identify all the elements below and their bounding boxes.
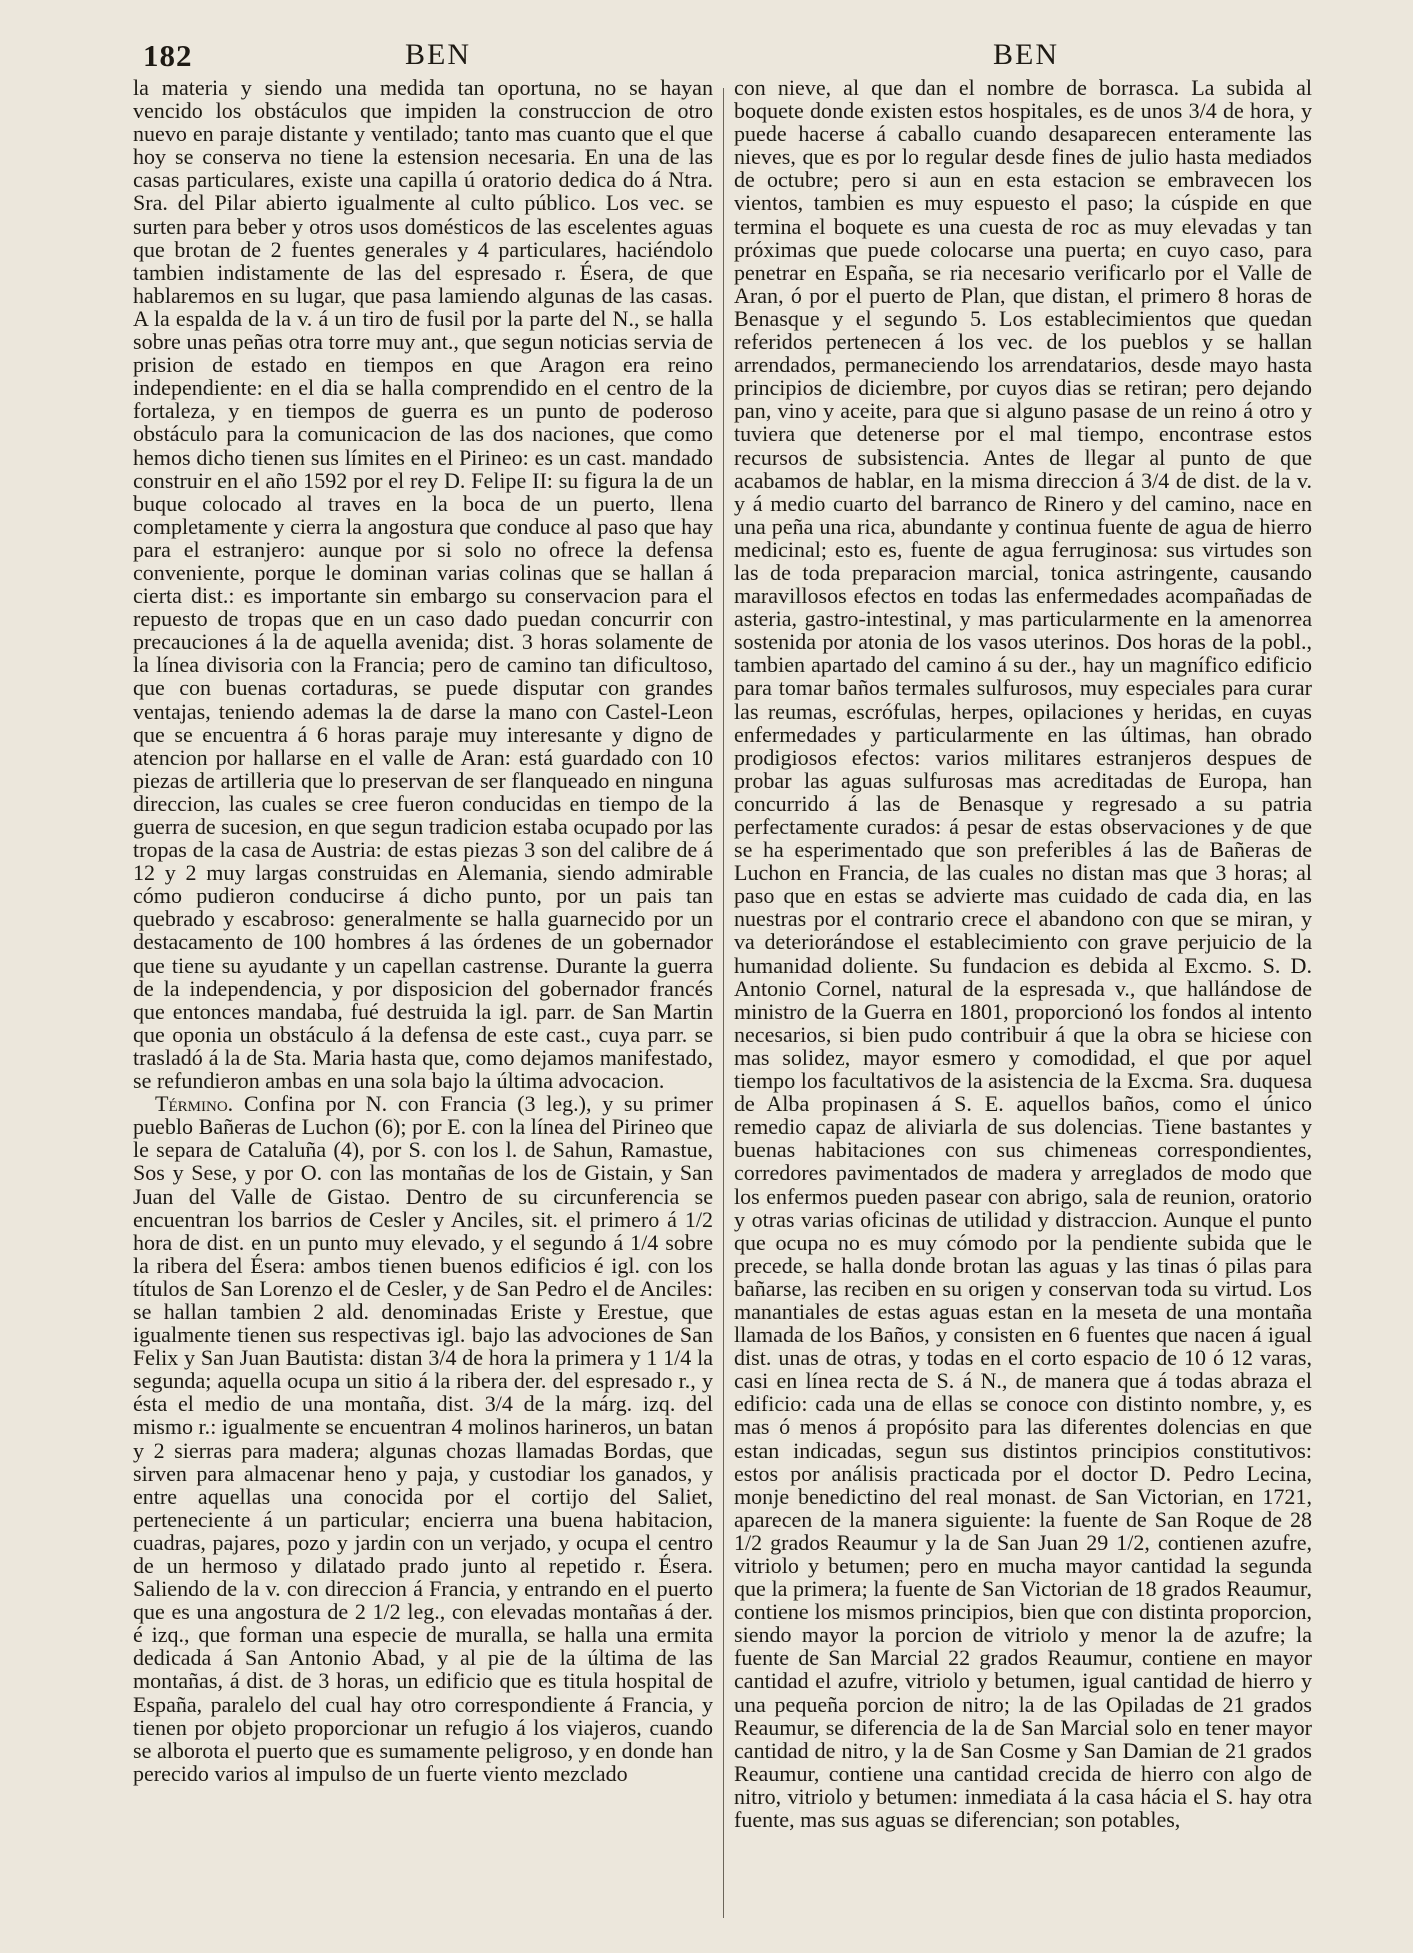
running-head-right: BEN	[993, 38, 1059, 71]
column-divider	[723, 88, 724, 1918]
page-number: 182	[143, 38, 193, 73]
page-header	[0, 38, 1413, 74]
running-head-left: BEN	[405, 38, 471, 71]
left-column	[133, 76, 713, 1926]
right-paragraph-1: con nieve, al que dan el nombre de borrasca. La subida al boquete donde existen estos hospitales, es de unos 3/4 de hora, y puede hacerse á caballo cuando desaparecen enteramente las nieves, que es por lo regular desde fines de julio hasta mediados de octubre; pero si aun en esta estacion se embravecen los vientos, tambien es muy espuesto el paso; la cúspide en que termina el boquete es una cuesta de roc as muy elevadas y tan próximas que puede colocarse una puerta; en cuyo caso, para penetrar en España, se ria necesario verificarlo por el Valle de Aran, ó por el puerto de Plan, que distan, el primero 8 horas de Benasque y el segundo 5. Los establecimientos que quedan referidos pertenecen á los vec. de los pueblos y se hallan arrendados, permaneciendo los arrendatarios, desde mayo hasta principios de diciembre, por cuyos dias se retiran; pero dejando pan, vino y aceite, para que si alguno pasase de un reino á otro y tuviera que detenerse por el mal tiempo, encontrase estos recursos de subsistencia. Antes de llegar al punto de que acabamos de hablar, en la misma direccion á 3/4 de dist. de la v. y á medio cuarto del barranco de Rinero y del camino, nace en una peña una rica, abundante y continua fuente de agua de hierro medicinal; esto es, fuente de agua ferruginosa: sus virtudes son las de toda preparacion marcial, tonica astringente, causando maravillosos efectos en todas las enfermedades acompañadas de asteria, gastro-intestinal, y mas particularmente en la amenorrea sostenida por atonia de los vasos uterinos. Dos horas de la pobl., tambien apartado del camino á su der., hay un magnífico edificio para tomar baños termales sulfurosos, muy especiales para curar las reumas, escrófulas, herpes, opilaciones y heridas, en cuyas enfermedades y particularmente en las últimas, han obrado prodigiosos efectos: varios militares estranjeros despues de probar las aguas sulfurosas mas acreditadas de Europa, han concurrido á las de Benasque y regresado a su patria perfectamente curados: á pesar de estas observaciones y de que se ha esperimentado que son preferibles á las de Bañeras de Luchon en Francia, de las cuales no distan mas que 3 horas; al paso que en estas se advierte mas cuidado de cada dia, en las nuestras por el contrario crece el abandono con que se miran, y va deteriorándose el establecimiento con grave perjuicio de la humanidad doliente. Su fundacion es debida al Excmo. S. D. Antonio Cornel, natural de la espresada v., que hallándose de ministro de la Guerra en 1801, proporcionó los fondos al intento necesarios, si bien pudo contribuir á que la obra se hiciese con mas solidez, mayor esmero y comodidad, el que por aquel tiempo los facultativos de la asistencia de la Excma. Sra. duquesa de Alba propinasen á S. E. aquellos baños, como el único remedio capaz de aliviarla de sus dolencias. Tiene bastantes y buenas habitaciones con sus chimeneas correspondientes, corredores pavimentados de madera y arreglados de modo que los enfermos pueden pasear con abrigo, sala de reunion, oratorio y otras varias oficinas de utilidad y distraccion. Aunque el punto que ocupa no es muy cómodo por la pendiente subida que le precede, se halla donde brotan las aguas y las tinas ó pilas para bañarse, las reciben en su origen y conservan toda su virtud. Los manantiales de estas aguas estan en la meseta de una montaña llamada de los Baños, y consisten en 6 fuentes que nacen á igual dist. unas de otras, y todas en el corto espacio de 10 ó 12 varas, casi en línea recta de S. á N., de manera que á todas abraza el edificio: cada una de ellas se conoce con distinto nombre, y, es mas ó menos á propósito para las diferentes dolencias en que estan indicadas, segun sus distintos principios constitutivos: estos por análisis practicada por el doctor D. Pedro Lecina, monje benedictino del real monast. de San Victorian, en 1721, aparecen de la manera siguiente: la fuente de San Roque de 28 1/2 grados Reaumur y la de San Juan 29 1/2, contienen azufre, vitriolo y betumen; pero en mucha mayor cantidad la segunda que la primera; la fuente de San Victorian de 18 grados Reaumur, contiene los mismos principios, bien que con distinta proporcion, siendo mayor la porcion de vitriolo y menor la de azufre; la fuente de San Marcial 22 grados Reaumur, contiene en mayor cantidad el azufre, vitriolo y betumen, igual cantidad de hierro y una pequeña porcion de nitro; la de las Opiladas de 21 grados Reaumur, se diferencia de la de San Marcial solo en tener mayor cantidad de nitro, y la de San Cosme y San Damian de 21 grados Reaumur, contiene una cantidad crecida de hierro con algo de nitro, vitriolo y betumen: inmediata á la casa hácia el S. hay otra fuente, mas sus aguas se diferencian; son potables,	[734, 76, 1312, 1833]
right-column	[734, 76, 1312, 1926]
left-paragraph-2	[133, 1092, 713, 1785]
termino-text: Confina por N. con Francia (3 leg.), y su primer pueblo Bañeras de Luchon (6); por E. con la línea del Pirineo que le separa de Cataluña (4), por S. con los l. de Sahun, Ramastue, Sos y Sese, y por O. con las montañas de los de Gistain, y San Juan del Valle de Gistao. Dentro de su circunferencia se encuentran los barrios de Cesler y Anciles, sit. el primero á 1/2 hora de dist. en un punto muy elevado, y el segundo á 1/4 sobre la ribera del Ésera: ambos tienen buenos edificios é igl. con los títulos de San Lorenzo el de Cesler, y de San Pedro el de Anciles: se hallan tambien 2 ald. denominadas Eriste y Erestue, que igualmente tienen sus respectivas igl. bajo las advociones de San Felix y San Juan Bautista: distan 3/4 de hora la primera y 1 1/4 la segunda; aquella ocupa un sitio á la ribera der. del espresado r., y ésta el medio de una montaña, dist. 3/4 de la márg. izq. del mismo r.: igualmente se encuentran 4 molinos harineros, un batan y 2 sierras para madera; algunas chozas llamadas Bordas, que sirven para almacenar heno y paja, y custodiar los ganados, y entre aquellas una conocida por el cortijo del Saliet, perteneciente á un particular; encierra una buena habitacion, cuadras, pajares, pozo y jardin con un verjado, y ocupa el centro de un hermoso y dilatado prado junto al repetido r. Ésera. Saliendo de la v. con direccion á Francia, y entrando en el puerto que es una angostura de 2 1/2 leg., con elevadas montañas á der. é izq., que forman una especie de muralla, se halla una ermita dedicada á San Antonio Abad, y al pie de la última de las montañas, á dist. de 3 horas, un edificio que es titula hospital de España, paralelo del cual hay otro correspondiente á Francia, y tienen por objeto proporcionar un refugio á los viajeros, cuando se alborota el puerto que es sumamente peligroso, y en donde han perecido varios al impulso de un fuerte viento mezclado	[133, 1091, 713, 1786]
termino-heading: Término.	[155, 1091, 234, 1117]
left-paragraph-1: la materia y siendo una medida tan oportuna, no se hayan vencido los obstáculos que impiden la construccion de otro nuevo en paraje distante y ventilado; tanto mas cuanto que el que hoy se conserva no tiene la estension necesaria. En una de las casas particulares, existe una capilla ú oratorio dedica do á Ntra. Sra. del Pilar abierto igualmente al culto público. Los vec. se surten para beber y otros usos domésticos de las escelentes aguas que brotan de 2 fuentes generales y 4 particulares, haciéndolo tambien indistamente de las del espresado r. Ésera, de que hablaremos en su lugar, que pasa lamiendo algunas de las casas. A la espalda de la v. á un tiro de fusil por la parte del N., se halla sobre unas peñas otra torre muy ant., que segun noticias servia de prision de estado en tiempos en que Aragon era reino independiente: en el dia se halla comprendido en el centro de la fortaleza, y en tiempos de guerra es un punto de poderoso obstáculo para la comunicacion de las dos naciones, que como hemos dicho tienen sus límites en el Pirineo: es un cast. mandado construir en el año 1592 por el rey D. Felipe II: su figura la de un buque colocado al traves en la boca de un puerto, llena completamente y cierra la angostura que conduce al paso que hay para el estranjero: aunque por si solo no ofrece la defensa conveniente, porque le dominan varias colinas que se hallan á cierta dist.: es importante sin embargo su conservacion para el repuesto de tropas que en un caso dado puedan concurrir con precauciones á la de aquella avenida; dist. 3 horas solamente de la línea divisoria con la Francia; pero de camino tan dificultoso, que con buenas cortaduras, se puede disputar con grandes ventajas, teniendo ademas la de darse la mano con Castel-Leon que se encuentra á 6 horas paraje muy interesante y digno de atencion por hallarse en el valle de Aran: está guardado con 10 piezas de artilleria que lo preservan de ser flanqueado en ninguna direccion, las cuales se cree fueron conducidas en tiempo de la guerra de sucesion, en que segun tradicion estaba ocupado por las tropas de la casa de Austria: de estas piezas 3 son del calibre de á 12 y 2 muy largas construidas en Alemania, siendo admirable cómo pudieron conducirse á dicho punto, por un pais tan quebrado y escabroso: generalmente se halla guarnecido por un destacamento de 100 hombres á las órdenes de un gobernador que tiene su ayudante y un capellan castrense. Durante la guerra de la independencia, y por disposicion del gobernador francés que entonces mandaba, fué destruida la igl. parr. de San Martin que oponia un obstáculo á la defensa de este cast., cuya parr. se trasladó á la de Sta. Maria hasta que, como dejamos manifestado, se refundieron ambas en una sola bajo la última advocacion.	[133, 76, 713, 1094]
